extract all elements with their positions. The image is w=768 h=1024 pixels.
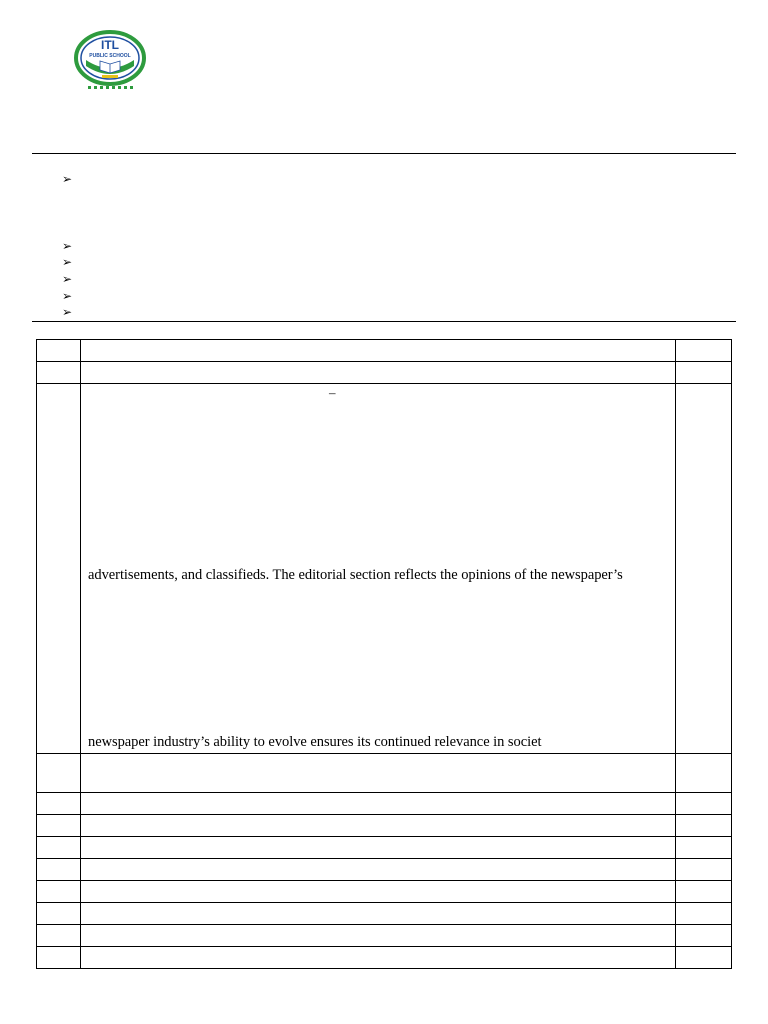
instruction-bullet: ➢ bbox=[62, 172, 73, 186]
table-cell bbox=[676, 925, 732, 947]
table-row bbox=[37, 947, 732, 969]
table-cell bbox=[37, 340, 81, 362]
school-logo bbox=[72, 30, 148, 90]
table-row bbox=[37, 881, 732, 903]
table-cell bbox=[81, 837, 676, 859]
table-cell bbox=[81, 925, 676, 947]
table-cell bbox=[37, 384, 81, 754]
instruction-bullet: ➢ bbox=[62, 305, 73, 319]
question-table bbox=[36, 339, 732, 969]
table-cell bbox=[37, 859, 81, 881]
instruction-bullet: ➢ bbox=[62, 272, 73, 286]
table-cell bbox=[676, 947, 732, 969]
instruction-bullet: ➢ bbox=[62, 239, 73, 253]
table-cell bbox=[676, 362, 732, 384]
table-row bbox=[37, 793, 732, 815]
table-row bbox=[37, 925, 732, 947]
passage-row bbox=[37, 384, 732, 754]
table-cell bbox=[676, 793, 732, 815]
logo-wordmark: ITL bbox=[101, 38, 119, 52]
table-row bbox=[37, 859, 732, 881]
table-cell bbox=[81, 340, 676, 362]
table-header-row bbox=[37, 340, 732, 362]
instructions-divider bbox=[32, 321, 736, 322]
logo-subtitle: PUBLIC SCHOOL bbox=[89, 53, 131, 59]
table-row bbox=[37, 754, 732, 793]
table-row bbox=[37, 903, 732, 925]
passage-dash: – bbox=[329, 385, 336, 400]
instruction-bullet: ➢ bbox=[62, 255, 73, 269]
table-cell bbox=[81, 947, 676, 969]
table-cell bbox=[676, 754, 732, 793]
table-cell bbox=[37, 815, 81, 837]
passage-line: advertisements, and classifieds. The editorial section reflects the opinions of the newspaper’s bbox=[88, 567, 623, 583]
table-cell bbox=[37, 947, 81, 969]
table-cell bbox=[81, 362, 676, 384]
table-cell bbox=[676, 881, 732, 903]
instruction-bullet: ➢ bbox=[62, 289, 73, 303]
table-cell bbox=[37, 881, 81, 903]
table-row bbox=[37, 837, 732, 859]
table-cell bbox=[676, 815, 732, 837]
table-cell bbox=[37, 837, 81, 859]
table-row bbox=[37, 362, 732, 384]
table-cell bbox=[37, 903, 81, 925]
table-cell bbox=[37, 362, 81, 384]
table-cell bbox=[37, 925, 81, 947]
table-cell bbox=[81, 815, 676, 837]
table-cell bbox=[676, 384, 732, 754]
passage-line: newspaper industry’s ability to evolve ensures its continued relevance in societ bbox=[88, 734, 542, 750]
table-cell bbox=[37, 793, 81, 815]
header-divider bbox=[32, 153, 736, 154]
table-row bbox=[37, 815, 732, 837]
table-cell bbox=[676, 837, 732, 859]
table-cell bbox=[81, 881, 676, 903]
table-cell bbox=[81, 793, 676, 815]
table-cell bbox=[676, 859, 732, 881]
table-cell bbox=[81, 754, 676, 793]
table-cell bbox=[676, 340, 732, 362]
table-cell bbox=[37, 754, 81, 793]
table-cell bbox=[676, 903, 732, 925]
table-cell bbox=[81, 903, 676, 925]
table-cell bbox=[81, 859, 676, 881]
passage-cell bbox=[81, 384, 676, 754]
